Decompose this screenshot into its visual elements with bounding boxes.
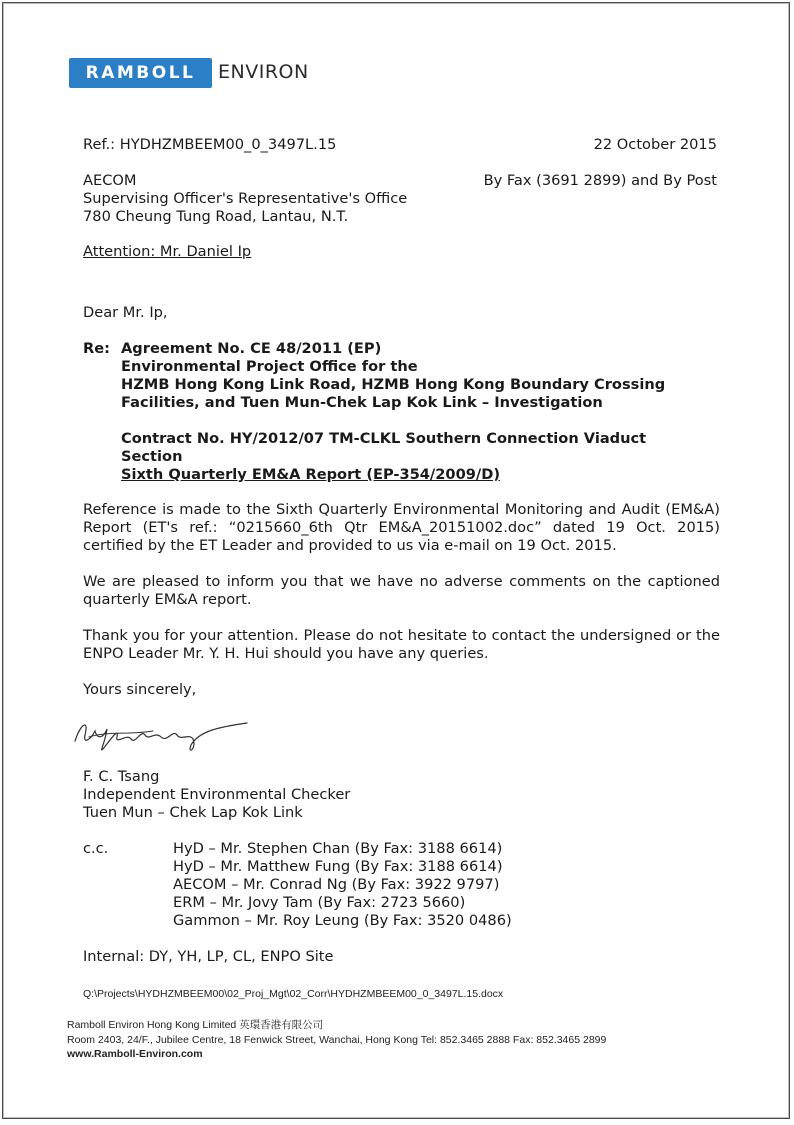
logo-suffix-text: ENVIRON <box>218 61 309 83</box>
footer-address: Room 2403, 24/F., Jubilee Centre, 18 Fenwick Street, Wanchai, Hong Kong Tel: 852.3465 2888 Fax: 852.3465 2899 <box>67 1034 607 1046</box>
salutation: Dear Mr. Ip, <box>83 304 168 321</box>
recipient-address: 780 Cheung Tung Road, Lantau, N.T. <box>83 208 349 225</box>
delivery-method: By Fax (3691 2899) and By Post <box>483 172 717 189</box>
cc-recipient: ERM – Mr. Jovy Tam (By Fax: 2723 5660) <box>173 894 466 911</box>
signatory-title: Independent Environmental Checker <box>83 786 351 803</box>
subject-line-2: Environmental Project Office for the <box>121 358 418 375</box>
reference-number: Ref.: HYDHZMBEEM00_0_3497L.15 <box>83 136 337 153</box>
file-path: Q:\Projects\HYDHZMBEEM00\02_Proj_Mgt\02_Corr\HYDHZMBEEM00_0_3497L.15.docx <box>83 988 504 1000</box>
footer-website: www.Ramboll-Environ.com <box>67 1048 203 1060</box>
letter-date: 22 October 2015 <box>593 136 717 153</box>
subject-line-1: Agreement No. CE 48/2011 (EP) <box>121 340 382 357</box>
ramboll-logo <box>69 58 212 88</box>
attention-line: Attention: Mr. Daniel Ip <box>83 243 252 260</box>
contract-line-2: Section <box>121 448 183 465</box>
footer-company: Ramboll Environ Hong Kong Limited 英環香港有限公司 <box>67 1019 324 1031</box>
cc-label: c.c. <box>83 840 109 857</box>
body-paragraph-1: Reference is made to the Sixth Quarterly Environmental Monitoring and Audit (EM&A) Report (ET's ref.: “0215660_6th Qtr EM&A_20151002.doc” dated 19 Oct. 2015) certified by the ET Leader and provided to us via e-mail on 19 Oct. 2015. <box>83 501 720 554</box>
contract-line-1: Contract No. HY/2012/07 TM-CLKL Southern Connection Viaduct <box>121 430 647 447</box>
signatory-name: F. C. Tsang <box>83 768 160 785</box>
signatory-project: Tuen Mun – Chek Lap Kok Link <box>83 804 303 821</box>
logo-brand-text: RAMBOLL <box>85 63 196 83</box>
letter-page <box>2 2 790 1119</box>
re-label: Re: <box>83 340 110 357</box>
cc-recipient: HyD – Mr. Matthew Fung (By Fax: 3188 6614) <box>173 858 503 875</box>
internal-distribution: Internal: DY, YH, LP, CL, ENPO Site <box>83 948 334 965</box>
closing: Yours sincerely, <box>83 681 197 698</box>
subject-line-3: HZMB Hong Kong Link Road, HZMB Hong Kong Boundary Crossing <box>121 376 666 393</box>
recipient-office: Supervising Officer's Representative's Office <box>83 190 408 207</box>
body-paragraph-3: Thank you for your attention. Please do not hesitate to contact the undersigned or the ENPO Leader Mr. Y. H. Hui should you have any queries. <box>83 627 720 662</box>
body-paragraph-2: We are pleased to inform you that we have no adverse comments on the captioned quarterly EM&A report. <box>83 573 720 608</box>
recipient-company: AECOM <box>83 172 137 189</box>
report-title: Sixth Quarterly EM&A Report (EP-354/2009/D) <box>121 466 500 483</box>
handwritten-signature <box>69 709 259 761</box>
subject-line-4: Facilities, and Tuen Mun-Chek Lap Kok Link – Investigation <box>121 394 603 411</box>
cc-recipient: AECOM – Mr. Conrad Ng (By Fax: 3922 9797) <box>173 876 500 893</box>
cc-recipient: Gammon – Mr. Roy Leung (By Fax: 3520 0486) <box>173 912 512 929</box>
cc-recipient: HyD – Mr. Stephen Chan (By Fax: 3188 6614) <box>173 840 503 857</box>
